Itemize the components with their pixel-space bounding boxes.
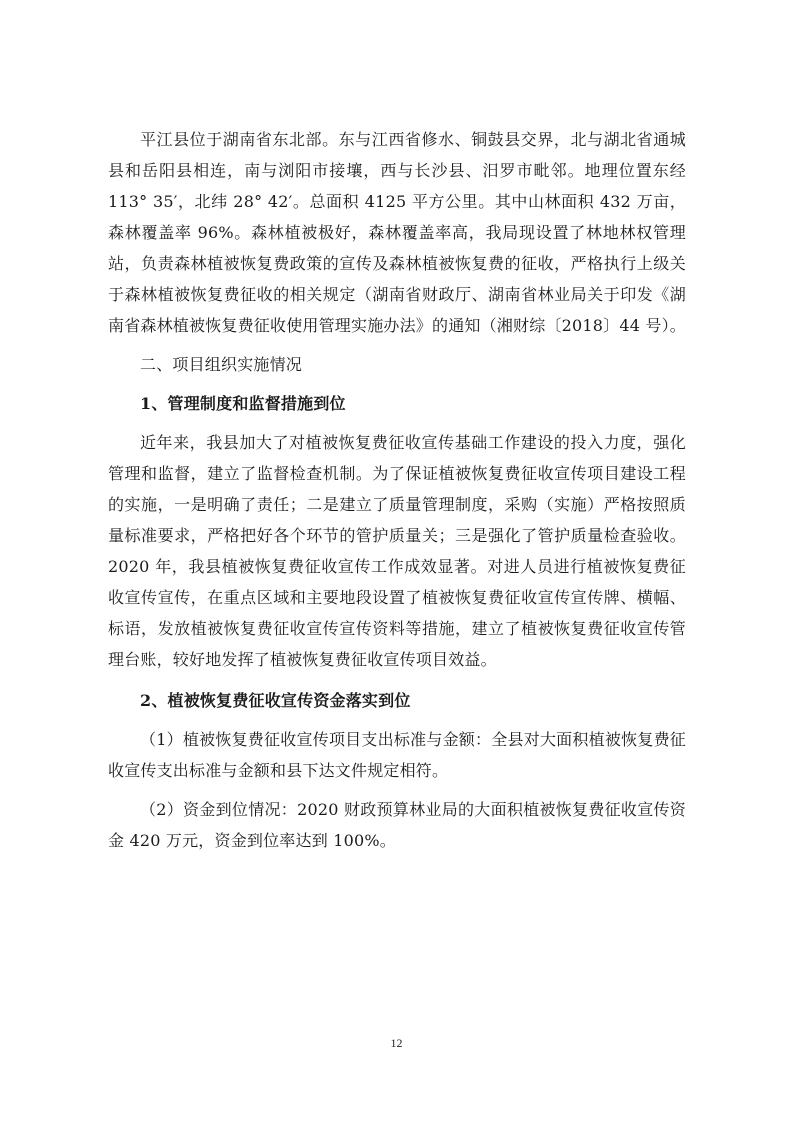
paragraph-location-overview: 平江县位于湖南省东北部。东与江西省修水、铜鼓县交界，北与湖北省通城县和岳阳县相连，南与浏阳市接壤，西与长沙县、汨罗市毗邻。地理位置东经 113° 35′，北纬 28° 42′。总面积 4125 平方公里。其中山林面积 432 万亩，森林覆盖率 96%。森林植被极好，森林覆盖率高，我局现设置了林地林权管理站，负责森林植被恢复费政策的宣传及森林植被恢复费的征收，严格执行上级关于森林植被恢复费征收的相关规定（湖南省财政厅、湖南省林业局关于印发《湖南省森林植被恢复费征收使用管理实施办法》的通知（湘财综〔2018〕44 号）。	[108, 130, 686, 335]
subheading-funds-in-place: 2、植被恢复费征收宣传资金落实到位	[140, 691, 411, 710]
spacer	[108, 786, 686, 794]
spacer	[108, 341, 686, 349]
page-number: 12	[390, 1036, 403, 1050]
paragraph-expenditure-standard: （1）植被恢复费征收宣传项目支出标准与金额：全县对大面积植被恢复费征收宣传支出标准与金额和县下达文件规定相符。	[108, 730, 686, 780]
document-body	[108, 124, 686, 856]
paragraph-funds-arrival: （2）资金到位情况：2020 财政预算林业局的大面积植被恢复费征收宣传资金 420 万元，资金到位率达到 100%。	[108, 800, 686, 850]
section-heading-implementation: 二、项目组织实施情况	[140, 355, 303, 374]
spacer	[108, 675, 686, 685]
subheading-management-system: 1、管理制度和监督措施到位	[140, 394, 346, 413]
paragraph-management-measures: 近年来，我县加大了对植被恢复费征收宣传基础工作建设的投入力度，强化管理和监督，建立了监督检查机制。为了保证植被恢复费征收宣传项目建设工程的实施，一是明确了责任；二是建立了质量管理制度，采购（实施）严格按照质量标准要求，严格把好各个环节的管护质量关；三是强化了管护质量检查验收。2020 年，我县植被恢复费征收宣传工作成效显著。对进人员进行植被恢复费征收宣传宣传，在重点区域和主要地段设置了植被恢复费征收宣传宣传牌、横幅、标语，发放植被恢复费征收宣传宣传资料等措施，建立了植被恢复费征收宣传管理台账，较好地发挥了植被恢复费征收宣传项目效益。	[108, 433, 686, 669]
spacer	[108, 380, 686, 388]
spacer	[108, 419, 686, 427]
spacer	[108, 716, 686, 724]
